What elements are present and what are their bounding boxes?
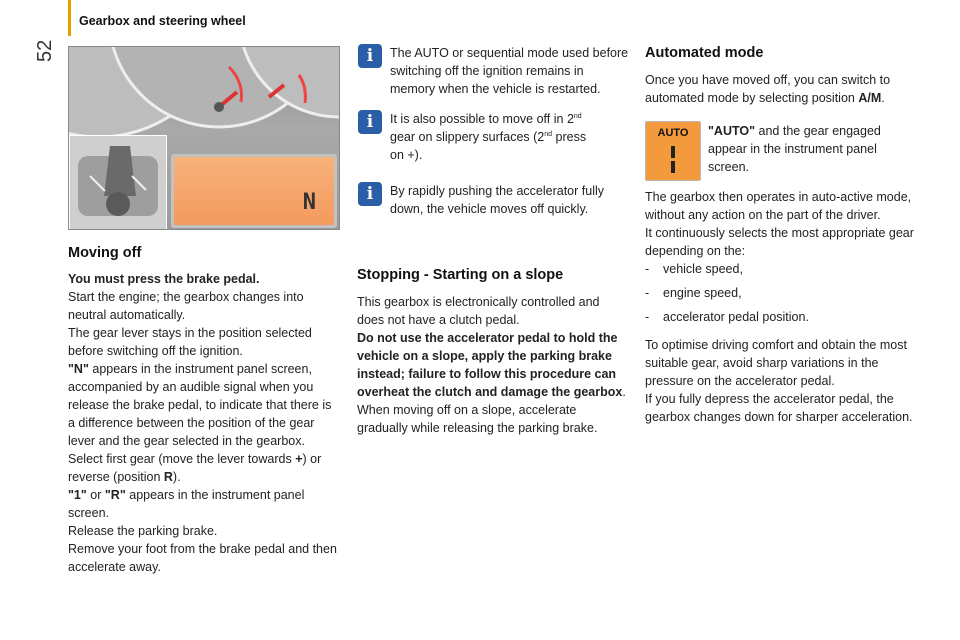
automated-p1-am: A/M <box>858 91 882 105</box>
moving-off-p5-bold1: "1" <box>68 488 87 502</box>
moving-off-p5-bold2: "R" <box>104 488 126 502</box>
moving-off-p7: Remove your foot from the brake pedal and then accelerate away. <box>68 542 337 574</box>
lcd-gear-indicator: N <box>302 190 316 215</box>
info-text-memory: The AUTO or sequential mode used before switching off the ignition remains in memory when the vehicle is restarted. <box>390 46 629 96</box>
slope-title: Stopping - Starting on a slope <box>357 267 564 283</box>
info-block-second-gear <box>358 110 630 166</box>
auto-badge-description <box>708 122 904 176</box>
info-i2a: It is also possible to move off in 2 <box>390 112 574 126</box>
dashboard-illustration <box>68 46 340 230</box>
info-i2b: gear on slippery surfaces (2 <box>390 130 545 144</box>
info-icon: i <box>358 44 382 68</box>
gear-lever-panel <box>69 135 167 230</box>
list-item-text: vehicle speed, <box>663 262 743 276</box>
list-bullet: - <box>645 262 650 276</box>
moving-off-p4-plus: + <box>295 452 303 466</box>
section-title: Gearbox and steering wheel <box>79 14 246 28</box>
info-text-accelerator: By rapidly pushing the accelerator fully down, the vehicle moves off quickly. <box>390 184 605 216</box>
auto-badge-text-bold: "AUTO" <box>708 124 756 138</box>
moving-off-p5: appears in the instrument panel screen. <box>68 488 305 520</box>
slope-p3: When moving off on a slope, accelerate gradually while releasing the parking brake. <box>357 403 598 435</box>
moving-off-p1: Start the engine; the gearbox changes into neutral automatically. <box>68 290 304 322</box>
list-item <box>645 308 917 326</box>
moving-off-p4c: ). <box>172 470 181 484</box>
automated-p5: If you fully depress the accelerator pedal, the gearbox changes down for sharper acceleration. <box>645 392 913 424</box>
moving-off-p4b: ) or reverse (position <box>68 452 322 484</box>
automated-title: Automated mode <box>645 45 764 61</box>
moving-off-title: Moving off <box>68 245 142 261</box>
list-item-text: engine speed, <box>663 286 742 300</box>
info-i2-sup1: nd <box>573 112 582 120</box>
automated-p3: It continuously selects the most appropriate gear depending on the: <box>645 226 914 258</box>
moving-off-p4-r: R <box>163 470 173 484</box>
moving-off-p6: Release the parking brake. <box>68 524 218 538</box>
moving-off-p3-bold: "N" <box>68 362 89 376</box>
info-i2-sup2: nd <box>544 130 553 138</box>
slope-section <box>357 266 629 437</box>
automated-list <box>645 260 917 326</box>
moving-off-p1-bold: You must press the brake pedal. <box>68 272 260 286</box>
automated-section-body <box>645 188 917 426</box>
auto-badge-text: and the gear engaged appear in the instrument panel screen. <box>708 124 881 174</box>
moving-off-p2: The gear lever stays in the position selected before switching off the ignition. <box>68 326 312 358</box>
list-item <box>645 260 917 278</box>
list-bullet: - <box>645 286 650 300</box>
moving-off-section <box>68 244 340 576</box>
info-i2c: press on +). <box>390 130 587 162</box>
info-icon: i <box>358 182 382 206</box>
moving-off-p3: appears in the instrument panel screen, accompanied by an audible signal when you release the brake pedal, to indicate that there is a difference between the position of the gear lever and the gear selected in the gearbox. <box>68 362 332 448</box>
list-bullet: - <box>645 310 650 324</box>
automated-p4: To optimise driving comfort and obtain the most suitable gear, avoid sharp variations in the pressure on the accelerator pedal. <box>645 338 907 388</box>
header-accent-bar <box>68 0 71 36</box>
info-text-second-gear <box>390 110 600 164</box>
auto-badge-label: AUTO <box>657 127 689 139</box>
list-item-text: accelerator pedal position. <box>663 310 809 324</box>
slope-p1: This gearbox is electronically controlled and does not have a clutch pedal. <box>357 295 600 327</box>
slope-p2-bold: Do not use the accelerator pedal to hold the vehicle on a slope, apply the parking brake instead; failure to follow this procedure can overheat the clutch and damage the gearbox <box>357 331 623 399</box>
moving-off-p5-or: or <box>86 488 105 502</box>
page-number: 52 <box>34 39 56 62</box>
slope-p2-end: . <box>622 385 626 399</box>
instrument-lcd-screen <box>171 154 337 228</box>
moving-off-p4a: Select first gear (move the lever towards <box>68 452 296 466</box>
automated-section-head <box>645 44 917 107</box>
list-item <box>645 284 917 302</box>
automated-p1c: . <box>881 91 885 105</box>
automated-p2: The gearbox then operates in auto-active mode, without any action on the part of the driver. <box>645 190 912 222</box>
gear-lever-graphic <box>70 136 166 230</box>
info-block-memory <box>358 44 630 104</box>
info-icon: i <box>358 110 382 134</box>
auto-badge-segments <box>646 122 700 180</box>
info-block-accelerator <box>358 182 630 222</box>
auto-mode-badge <box>645 121 701 181</box>
automated-p1a: Once you have moved off, you can switch to automated mode by selecting position <box>645 73 891 105</box>
